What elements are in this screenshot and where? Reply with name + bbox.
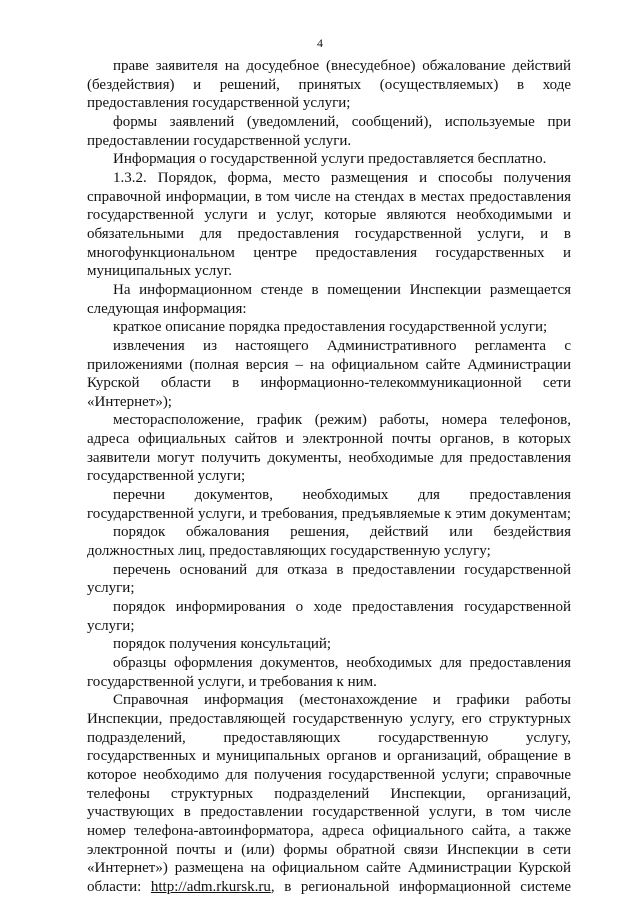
page-number: 4 — [317, 36, 323, 50]
text-line: адреса официальных сайтов и электронной почты органов, в которых — [87, 431, 571, 448]
text-line: обязательными для предоставления государственной услуги, и в — [87, 225, 571, 242]
text-line: извлечения из настоящего Административного регламента с — [113, 337, 571, 354]
text-line: месторасположение, график (режим) работы, номера телефонов, — [113, 412, 571, 429]
text-line: муниципальных услуг. — [87, 263, 232, 280]
text-line: номер телефона-автоинформатора, адреса официального сайта, а также — [87, 822, 571, 839]
text-line-last — [87, 878, 571, 897]
text-line: государственной услуги, и требования к ним. — [87, 673, 377, 690]
text-line: предоставлении государственной услуги. — [87, 132, 352, 149]
text-line: (бездействия) и решений, принятых (осуществляемых) в ходе — [87, 76, 571, 93]
text-line: 1.3.2. Порядок, форма, место размещения и способы получения — [113, 169, 571, 186]
text-line: заявители могут получить документы, необходимые для предоставления — [87, 449, 571, 466]
website-link[interactable]: http://adm.rkursk.ru — [150, 878, 271, 895]
text-line: порядок обжалования решения, действий или бездействия — [113, 524, 571, 541]
text-line: государственных и муниципальных органов и организаций, обращение в — [87, 748, 571, 765]
text-line: Информация о государственной услуги предоставляется бесплатно. — [113, 151, 547, 168]
text-line: праве заявителя на досудебное (внесудебное) обжалование действий — [113, 58, 571, 74]
text-line: приложениями (полная версия – на официальном сайте Администрации — [87, 356, 571, 373]
text-line: Курской области в информационно-телекоммуникационной сети — [87, 375, 571, 392]
text-line: «Интернет») размещена на официальном сайте Администрации Курской — [87, 860, 571, 877]
text-line: услуги; — [87, 580, 135, 597]
text-line: электронной почты и (или) формы обратной связи Инспекции в сети — [87, 841, 571, 858]
text-line: образцы оформления документов, необходимых для предоставления — [113, 655, 571, 671]
text-line: государственной услуги, и требования, предъявляемые к этим документам; — [87, 505, 571, 522]
text-line: Справочная информация (местонахождение и графики работы — [113, 692, 571, 709]
text-line: порядок получения консультаций; — [113, 636, 332, 653]
text-line: справочной информации, в том числе на стендах в местах предоставления — [87, 188, 571, 205]
text-line: государственной услуги; — [87, 468, 246, 485]
last-line-suffix: , в региональной информационной системе — [270, 878, 571, 895]
text-line: государственной услуги и услуг, которые являются необходимыми и — [87, 207, 571, 224]
text-line: «Интернет»); — [87, 393, 172, 410]
text-line: должностных лиц, предоставляющих государственную услугу; — [87, 543, 491, 560]
text-line: Инспекции, предоставляющей государственную услугу, его структурных — [87, 710, 571, 727]
body-text — [87, 57, 571, 897]
text-line: На информационном стенде в помещении Инспекции размещается — [113, 281, 571, 298]
text-line: порядок информирования о ходе предоставления государственной — [113, 599, 571, 616]
text-line: перечень оснований для отказа в предоставлении государственной — [113, 561, 571, 578]
text-line: многофункциональном центре предоставления государственных и — [87, 244, 571, 261]
text-line: подразделений, предоставляющих государственную услугу, — [87, 729, 571, 746]
text-line: перечни документов, необходимых для предоставления — [113, 487, 571, 504]
text-line: участвующих в предоставлении государственной услуги, в том числе — [87, 804, 571, 821]
text-line: которое необходимо для получения государственной услуги; справочные — [87, 766, 571, 783]
text-line: следующая информация: — [87, 300, 247, 317]
last-line-prefix: области: — [87, 878, 151, 895]
text-line: услуги; — [87, 617, 135, 634]
text-line: формы заявлений (уведомлений, сообщений), используемые при — [113, 113, 571, 130]
text-line: телефоны структурных подразделений Инспекции, организаций, — [87, 785, 571, 802]
text-line: предоставления государственной услуги; — [87, 95, 351, 112]
text-line: краткое описание порядка предоставления государственной услуги; — [113, 319, 548, 336]
